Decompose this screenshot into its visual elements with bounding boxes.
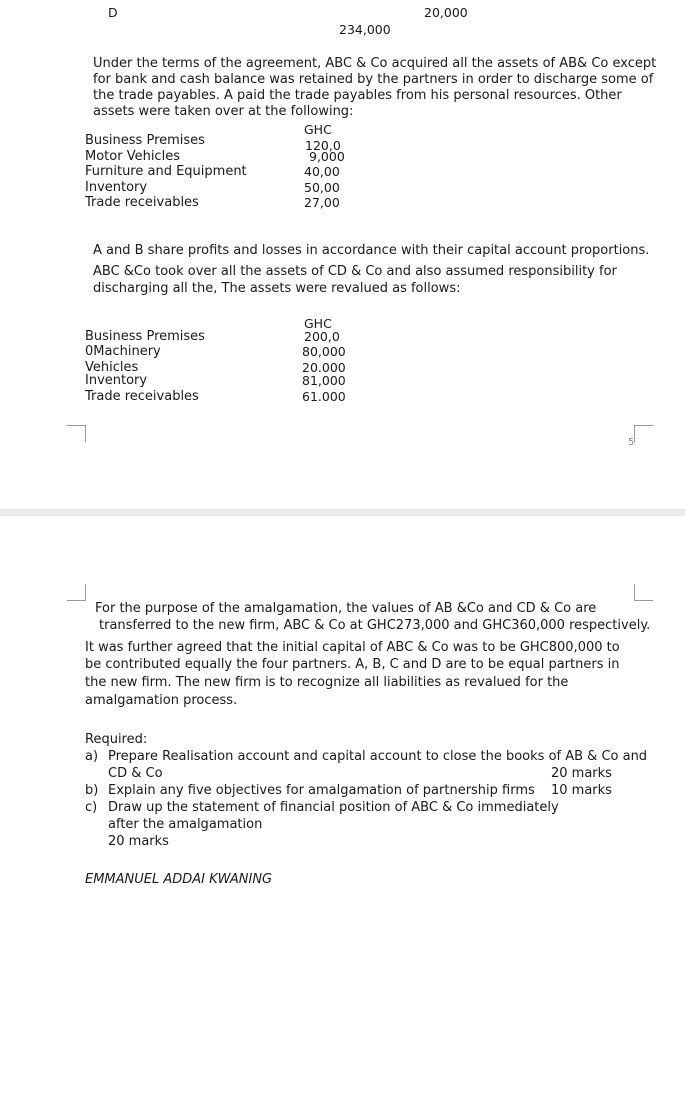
amalgamation-line: For the purpose of the amalgamation, the values of AB &Co and CD & Co are [95, 601, 597, 616]
page-separator [0, 509, 685, 516]
asset-value: 9,000 [309, 149, 345, 164]
asset-label: Trade receivables [85, 389, 199, 404]
required-heading: Required: [85, 732, 148, 747]
asset-value: 120,0 [305, 138, 341, 153]
asset-label: Trade receivables [85, 195, 199, 210]
question-text: Draw up the statement of financial position of ABC & Co immediately [108, 800, 559, 815]
capital-line: It was further agreed that the initial capital of ABC & Co was to be GHC800,000 to [85, 640, 620, 655]
crop-mark [67, 425, 86, 442]
question-text: Explain any five objectives for amalgamation of partnership firms [108, 783, 535, 798]
question-letter: a) [85, 749, 99, 764]
profit-line: discharging all the, The assets were revalued as follows: [93, 281, 461, 296]
intro-line: assets were taken over at the following: [93, 104, 354, 119]
crop-mark [634, 584, 653, 601]
asset-value: 61.000 [302, 389, 346, 404]
currency-header: GHC [304, 316, 332, 331]
question-letter: c) [85, 800, 98, 815]
question-marks: 20 marks [108, 834, 169, 849]
profit-line: A and B share profits and losses in accordance with their capital account proportions. [93, 243, 650, 258]
asset-value: 20.000 [302, 360, 346, 375]
asset-label: Vehicles [85, 360, 139, 375]
asset-label: Motor Vehicles [85, 149, 180, 164]
asset-value: 80,000 [302, 344, 346, 359]
amalgamation-line: transferred to the new firm, ABC & Co at GHC273,000 and GHC360,000 respectively. [99, 618, 651, 633]
asset-value: 27,00 [304, 195, 340, 210]
asset-label: Business Premises [85, 329, 205, 344]
intro-line: for bank and cash balance was retained by the partners in order to discharge some of [93, 72, 654, 87]
question-letter: b) [85, 783, 99, 798]
asset-label: Inventory [85, 373, 148, 388]
question-text: Prepare Realisation account and capital account to close the books of AB & Co and [108, 749, 648, 764]
question-marks: 20 marks [551, 766, 612, 781]
page-number: 5 [628, 437, 635, 448]
asset-value: 40,00 [304, 164, 340, 179]
asset-label: 0Machinery [85, 344, 161, 359]
capital-line: the new firm. The new firm is to recognize all liabilities as revalued for the [85, 675, 569, 690]
intro-line: the trade payables. A paid the trade payables from his personal resources. Other [93, 88, 622, 103]
asset-label: Inventory [85, 180, 148, 195]
asset-label: Business Premises [85, 133, 205, 148]
top-table-row-value: 20,000 [424, 5, 468, 20]
capital-line: be contributed equally the four partners. A, B, C and D are to be equal partners in [85, 657, 620, 672]
capital-line: amalgamation process. [85, 693, 238, 708]
asset-value: 50,00 [304, 180, 340, 195]
question-text: after the amalgamation [108, 817, 263, 832]
asset-value: 200,0 [304, 329, 340, 344]
asset-label: Furniture and Equipment [85, 164, 247, 179]
crop-mark [634, 425, 653, 442]
author-name: EMMANUEL ADDAI KWANING [85, 872, 273, 887]
top-table-row-label: D [108, 5, 118, 20]
intro-line: Under the terms of the agreement, ABC & Co acquired all the assets of AB& Co except [93, 56, 657, 71]
asset-value: 81,000 [302, 373, 346, 388]
crop-mark [67, 584, 86, 601]
currency-header: GHC [304, 122, 332, 137]
question-marks: 10 marks [551, 783, 612, 798]
question-text: CD & Co [108, 766, 163, 781]
top-table-total: 234,000 [339, 22, 391, 37]
profit-line: ABC &Co took over all the assets of CD & Co and also assumed responsibility for [93, 264, 617, 279]
